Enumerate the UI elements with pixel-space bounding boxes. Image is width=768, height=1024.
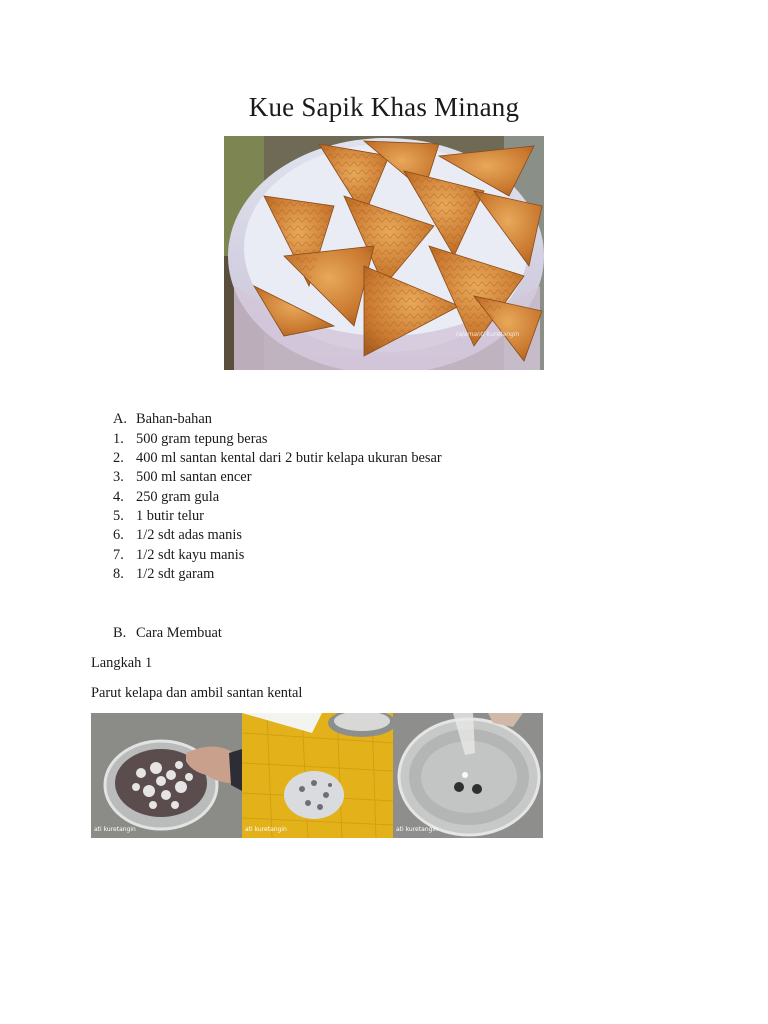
list-item-text: 500 gram tepung beras <box>136 431 268 447</box>
step-watermark: ati kuretangin <box>245 826 287 833</box>
step-photo-grated-coconut <box>91 713 242 838</box>
section-b-heading: Cara Membuat <box>136 625 222 641</box>
list-item-text: 1 butir telur <box>136 508 204 524</box>
list-item-number: 7. <box>113 547 124 563</box>
step-photo-strip <box>91 713 543 838</box>
list-item-number: 6. <box>113 527 124 543</box>
step-text: Parut kelapa dan ambil santan kental <box>91 685 303 701</box>
list-item-number: 1. <box>113 431 124 447</box>
step-label: Langkah 1 <box>91 655 153 671</box>
list-item-text: 400 ml santan kental dari 2 butir kelapa ukuran besar <box>136 450 442 466</box>
list-item-text: 250 gram gula <box>136 489 220 505</box>
section-a-marker: A. <box>113 411 127 427</box>
step-watermark: ati kuretangin <box>94 826 136 833</box>
list-item-text: 1/2 sdt kayu manis <box>136 547 245 563</box>
list-item-number: 2. <box>113 450 124 466</box>
hero-watermark: rajamanti kuretangin <box>456 331 520 338</box>
list-item-text: 1/2 sdt garam <box>136 566 215 582</box>
step-photo-squeezing-cloth <box>242 713 393 838</box>
section-b-marker: B. <box>113 625 127 641</box>
section-a-heading: Bahan-bahan <box>136 411 212 427</box>
page-title: Kue Sapik Khas Minang <box>248 92 520 122</box>
list-item-number: 5. <box>113 508 124 524</box>
list-item-text: 500 ml santan encer <box>136 469 252 485</box>
list-item-number: 4. <box>113 489 124 505</box>
list-item-number: 8. <box>113 566 124 582</box>
step-watermark: ati kuretangin <box>396 826 438 833</box>
list-item-text: 1/2 sdt adas manis <box>136 527 242 543</box>
step-photo-coconut-milk <box>393 713 543 838</box>
hero-photo-kue-sapik <box>224 136 544 370</box>
list-item-number: 3. <box>113 469 124 485</box>
